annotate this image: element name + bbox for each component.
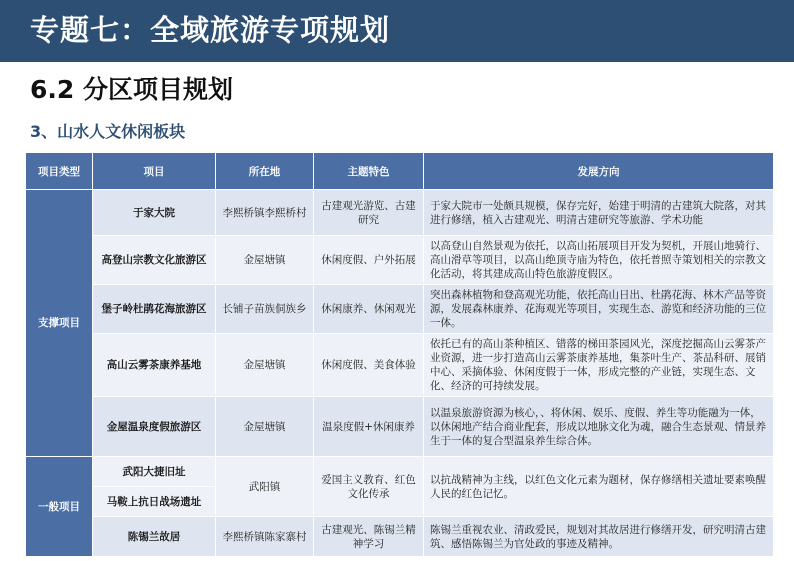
table-row [26, 236, 774, 285]
category-cell-support: 支撑项目 [26, 190, 93, 457]
project-name: 武阳大捷旧址 [93, 457, 216, 487]
table-row [26, 285, 774, 334]
project-name: 陈锡兰故居 [93, 517, 216, 557]
table-row [26, 457, 774, 487]
banner-title: 专题七：全域旅游专项规划 [30, 13, 391, 47]
table-header-row [26, 153, 774, 190]
project-theme: 休闲康养、休闲观光 [314, 285, 424, 334]
project-direction: 于家大院市一处颇具规模，保存完好，始建于明清的古建筑大院落，对其进行修缮，植入古建观光、明清古建研究等旅游、学术功能 [424, 190, 774, 236]
project-theme: 爱国主义教育、红色文化传承 [314, 457, 424, 517]
table-row [26, 334, 774, 397]
column-header-direction: 发展方向 [424, 153, 774, 190]
project-location: 李熙桥镇李熙桥村 [216, 190, 314, 236]
project-direction: 陈锡兰重视农业、清政爱民，规划对其故居进行修缮开发，研究明清古建筑、感悟陈锡兰为官处政的事迹及精神。 [424, 517, 774, 557]
column-header-theme: 主题特色 [314, 153, 424, 190]
project-direction: 依托已有的高山茶种植区、错落的梯田茶园风光，深度挖掘高山云雾茶产业资源，进一步打造高山云雾茶康养基地，集茶叶生产、茶品科研、展销中心、采摘体验、休闲度假于一体，形成完整的产业链，实现生态、文化、经济的可持续发展。 [424, 334, 774, 397]
project-name: 高山云雾茶康养基地 [93, 334, 216, 397]
project-name: 于家大院 [93, 190, 216, 236]
project-theme: 古建观光游览、古建研究 [314, 190, 424, 236]
project-location: 金屋塘镇 [216, 397, 314, 457]
project-direction: 以高登山自然景观为依托，以高山拓展项目开发为契机，开展山地骑行、高山滑草等项目，以高山绝顶寺庙为特色，依托普照寺策划相关的宗教文化活动，将其建成高山特色旅游度假区。 [424, 236, 774, 285]
project-theme: 温泉度假+休闲康养 [314, 397, 424, 457]
column-header-project: 项目 [93, 153, 216, 190]
section-subtitle: 3、山水人文休闲板块 [30, 122, 186, 141]
project-direction: 以抗战精神为主线，以红色文化元素为题材，保存修缮相关遗址要素唤醒人民的红色记忆。 [424, 457, 774, 517]
table-row [26, 397, 774, 457]
project-location: 李熙桥镇陈家寨村 [216, 517, 314, 557]
project-name: 金屋温泉度假旅游区 [93, 397, 216, 457]
project-theme: 休闲度假、户外拓展 [314, 236, 424, 285]
project-location: 武阳镇 [216, 457, 314, 517]
project-table [25, 152, 774, 557]
table-row [26, 190, 774, 236]
project-location: 金屋塘镇 [216, 236, 314, 285]
section-title: 6.2 分区项目规划 [30, 75, 233, 104]
project-name: 马鞍上抗日战场遗址 [93, 487, 216, 517]
project-direction: 突出森林植物和登高观光功能，依托高山日出、杜鹃花海、林木产品等资源，发展森林康养、花海观光等项目，实现生态、游览和经济功能的三位一体。 [424, 285, 774, 334]
category-cell-general: 一般项目 [26, 457, 93, 557]
project-theme: 古建观光、陈锡兰精神学习 [314, 517, 424, 557]
column-header-type: 项目类型 [26, 153, 93, 190]
column-header-location: 所在地 [216, 153, 314, 190]
project-direction: 以温泉旅游资源为核心，、将休闲、娱乐、度假、养生等功能融为一体，以休闲地产结合商业配套，形成以地脉文化为魂，融合生态景观、情景养生于一体的复合型温泉养生综合体。 [424, 397, 774, 457]
table-row [26, 517, 774, 557]
project-name: 堡子岭杜鹃花海旅游区 [93, 285, 216, 334]
banner [0, 0, 794, 62]
project-location: 长铺子苗族侗族乡 [216, 285, 314, 334]
project-name: 高登山宗教文化旅游区 [93, 236, 216, 285]
project-location: 金屋塘镇 [216, 334, 314, 397]
project-theme: 休闲度假、美食体验 [314, 334, 424, 397]
